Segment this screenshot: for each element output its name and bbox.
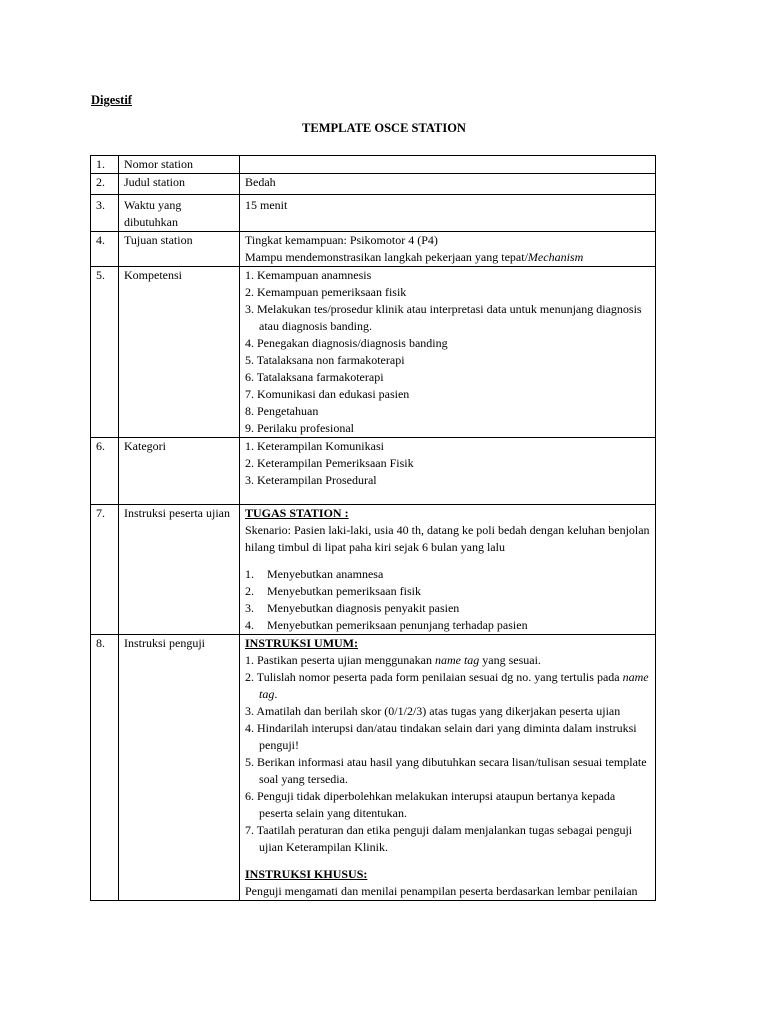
list-item: 7. Komunikasi dan edukasi pasien [245, 387, 410, 401]
row-number: 3. [91, 195, 119, 232]
list-item: 2. Tulislah nomor peserta pada form penilaian sesuai dg no. yang tertulis pada name tag. [245, 670, 649, 701]
row-label: Nomor station [119, 156, 240, 174]
list-item: 4. Penegakan diagnosis/diagnosis banding [245, 336, 448, 350]
tugas-station-heading: TUGAS STATION : [245, 506, 349, 520]
row-value [240, 267, 656, 438]
kompetensi-list [245, 267, 650, 437]
table-row [91, 174, 656, 195]
table-row [91, 232, 656, 267]
row-value [240, 635, 656, 901]
list-item: 2. Menyebutkan pemeriksaan fisik [245, 584, 421, 598]
row-value: Bedah [240, 174, 656, 195]
list-item: 3. Melakukan tes/prosedur klinik atau interpretasi data untuk menunjang diagnosis atau diagnosis banding. [245, 302, 642, 333]
row-number: 7. [91, 505, 119, 635]
list-item: 5. Tatalaksana non farmakoterapi [245, 353, 405, 367]
row-label: Kategori [119, 438, 240, 505]
list-item: 3. Amatilah dan berilah skor (0/1/2/3) atas tugas yang dikerjakan peserta ujian [245, 704, 621, 718]
row-number: 8. [91, 635, 119, 901]
kategori-list [245, 438, 650, 489]
list-item: 8. Pengetahuan [245, 404, 319, 418]
list-item: 3. Menyebutkan diagnosis penyakit pasien [245, 601, 460, 615]
section-label: Digestif [91, 93, 132, 107]
list-item: 7. Taatilah peraturan dan etika penguji dalam menjalankan tugas sebagai penguji ujian Keterampilan Klinik. [245, 823, 633, 854]
list-item: 6. Penguji tidak diperbolehkan melakukan interupsi ataupun bertanya kepada peserta selain yang ditentukan. [245, 789, 616, 820]
tujuan-line-2: Mampu mendemonstrasikan langkah pekerjaan yang tepat/Mechanism [245, 250, 584, 264]
row-number: 6. [91, 438, 119, 505]
list-item: 6. Tatalaksana farmakoterapi [245, 370, 384, 384]
task-list [245, 566, 650, 634]
row-value [240, 505, 656, 635]
list-item: 4. Menyebutkan pemeriksaan penunjang terhadap pasien [245, 618, 528, 632]
list-item: 4. Hindarilah interupsi dan/atau tindakan selain dari yang diminta dalam instruksi penguji! [245, 721, 637, 752]
table-row [91, 156, 656, 174]
list-item: 5. Berikan informasi atau hasil yang dibutuhkan secara lisan/tulisan sesuai template soal yang tersedia. [245, 755, 647, 786]
row-value: 15 menit [240, 195, 656, 232]
list-item: 1. Keterampilan Komunikasi [245, 439, 384, 453]
document-title: TEMPLATE OSCE STATION [302, 121, 466, 135]
instruksi-khusus-heading: INSTRUKSI KHUSUS: [245, 867, 368, 881]
list-item: 3. Keterampilan Prosedural [245, 473, 377, 487]
row-label: Instruksi penguji [119, 635, 240, 901]
row-number: 1. [91, 156, 119, 174]
row-label: Instruksi peserta ujian [119, 505, 240, 635]
table-row [91, 267, 656, 438]
osce-station-table [90, 155, 656, 901]
row-label: Kompetensi [119, 267, 240, 438]
list-item: 1. Pastikan peserta ujian menggunakan name tag yang sesuai. [245, 653, 541, 667]
table-row [91, 635, 656, 901]
tujuan-line-1: Tingkat kemampuan: Psikomotor 4 (P4) [245, 233, 438, 247]
row-label: Judul station [119, 174, 240, 195]
row-value [240, 232, 656, 267]
list-item: 1. Kemampuan anamnesis [245, 268, 372, 282]
instruksi-khusus-text: Penguji mengamati dan menilai penampilan peserta berdasarkan lembar penilaian [245, 884, 638, 898]
row-label: Waktu yang dibutuhkan [119, 195, 240, 232]
list-item: 9. Perilaku profesional [245, 421, 354, 435]
instruksi-umum-heading: INSTRUKSI UMUM: [245, 636, 359, 650]
table-row [91, 438, 656, 505]
row-number: 5. [91, 267, 119, 438]
list-item: 2. Keterampilan Pemeriksaan Fisik [245, 456, 414, 470]
table-row [91, 505, 656, 635]
row-number: 4. [91, 232, 119, 267]
list-item: 1. Menyebutkan anamnesa [245, 567, 384, 581]
table-row [91, 195, 656, 232]
row-label: Tujuan station [119, 232, 240, 267]
instruksi-umum-list [245, 652, 650, 856]
row-value [240, 156, 656, 174]
row-value [240, 438, 656, 505]
scenario-text: Skenario: Pasien laki-laki, usia 40 th, datang ke poli bedah dengan keluhan benjolan hilang timbul di lipat paha kiri sejak 6 bulan yang lalu [245, 523, 650, 554]
list-item: 2. Kemampuan pemeriksaan fisik [245, 285, 407, 299]
row-number: 2. [91, 174, 119, 195]
